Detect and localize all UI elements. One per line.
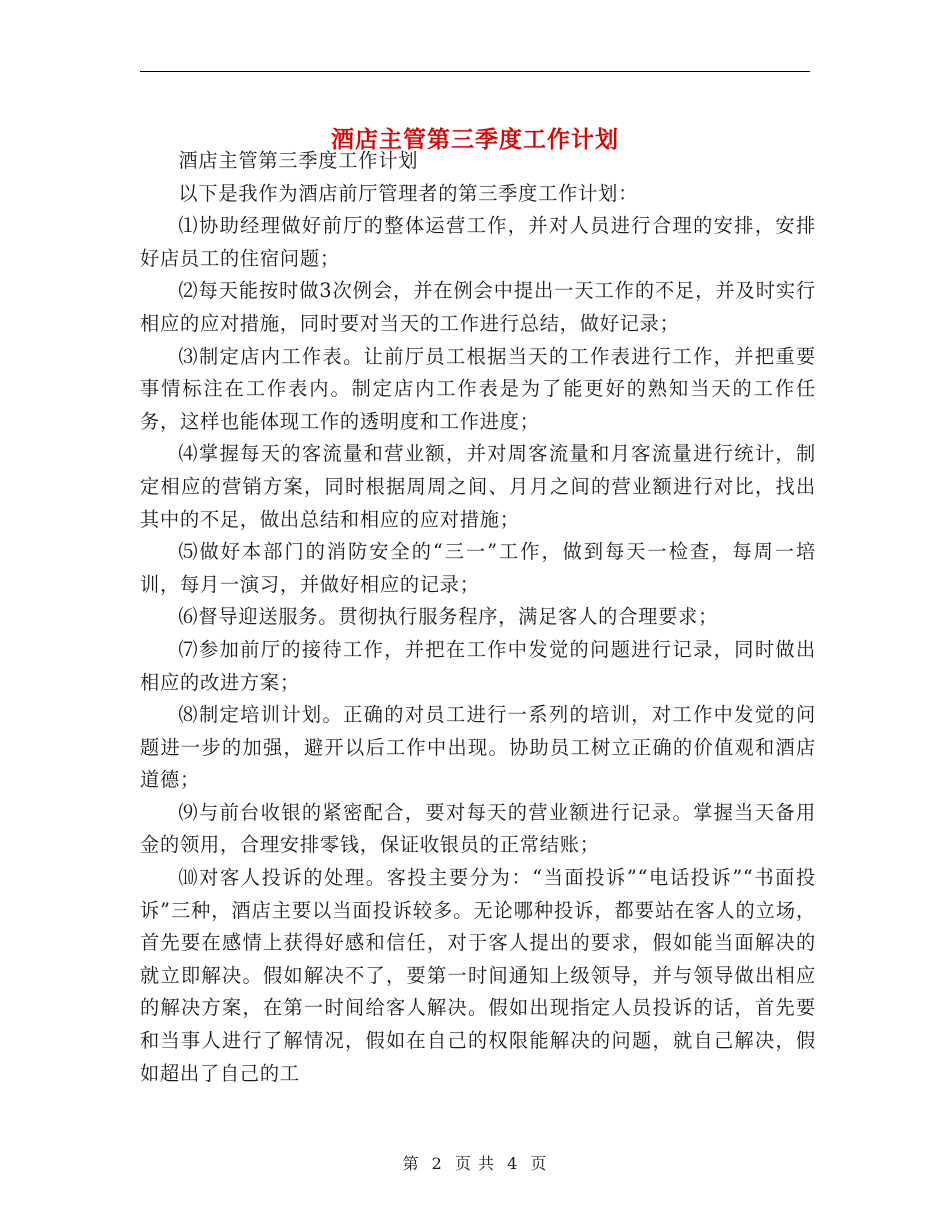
list-item: ⑹督导迎送服务。贯彻执行服务程序，满足客人的合理要求； <box>178 605 719 629</box>
list-item: ⑼与前台收银的紧密配合，要对每天的营业额进行记录。掌握当天备用金的领用，合理安排零钱，保证收银员的正常结账； <box>140 800 816 857</box>
paragraph: 酒店主管第三季度工作计划 <box>178 149 419 172</box>
list-item: ⑻制定培训计划。正确的对员工进行一系列的培训，对工作中发觉的问题进一步的加强，避开以后工作中出现。协助员工树立正确的价值观和酒店道德； <box>140 703 816 792</box>
footer-suffix: 页 <box>530 1154 548 1173</box>
page-title: 酒店主管第三季度工作计划 <box>331 126 619 154</box>
footer-current-page: 2 <box>431 1154 443 1173</box>
page-footer <box>0 1150 950 1178</box>
footer-prefix: 第 <box>402 1154 420 1173</box>
header-rule <box>140 71 810 72</box>
list-item: ⑵每天能按时做3次例会，并在例会中提出一天工作的不足，并及时实行相应的应对措施，同时要对当天的工作进行总结，做好记录； <box>140 279 816 335</box>
list-item: ⑴协助经理做好前厅的整体运营工作，并对人员进行合理的安排，安排好店员工的住宿问题； <box>140 214 816 270</box>
list-item: ⑽对客人投诉的处理。客投主要分为：“当面投诉”“电话投诉”“书面投诉”三种，酒店主要以当面投诉较多。无论哪种投诉，都要站在客人的立场，首先要在感情上获得好感和信任，对于客人提出的要求，假如能当面解决的就立即解决。假如解决不了，要第一时间通知上级领导，并与领导做出相应的解决方案，在第一时间给客人解决。假如出现指定人员投诉的话，首先要和当事人进行了解情况，假如在自己的权限能解决的问题，就自己解决，假如超出了自己的工 <box>140 866 816 1085</box>
list-item: ⑸做好本部门的消防安全的“三一”工作，做到每天一检查，每周一培训，每月一演习，并做好相应的记录； <box>140 540 816 596</box>
footer-middle: 页 共 <box>454 1154 496 1173</box>
paragraph: 以下是我作为酒店前厅管理者的第三季度工作计划： <box>178 181 639 205</box>
list-item: ⑷掌握每天的客流量和营业额，并对周客流量和月客流量进行统计，制定相应的营销方案，同时根据周周之间、月月之间的营业额进行对比，找出其中的不足，做出总结和相应的应对措施； <box>140 442 816 531</box>
list-item: ⑺参加前厅的接待工作，并把在工作中发觉的问题进行记录，同时做出相应的改进方案； <box>140 637 816 694</box>
footer-total-pages: 4 <box>507 1154 519 1173</box>
list-item: ⑶制定店内工作表。让前厅员工根据当天的工作表进行工作，并把重要事情标注在工作表内。制定店内工作表是为了能更好的熟知当天的工作任务，这样也能体现工作的透明度和工作进度； <box>140 344 816 433</box>
document-body <box>140 145 816 1090</box>
